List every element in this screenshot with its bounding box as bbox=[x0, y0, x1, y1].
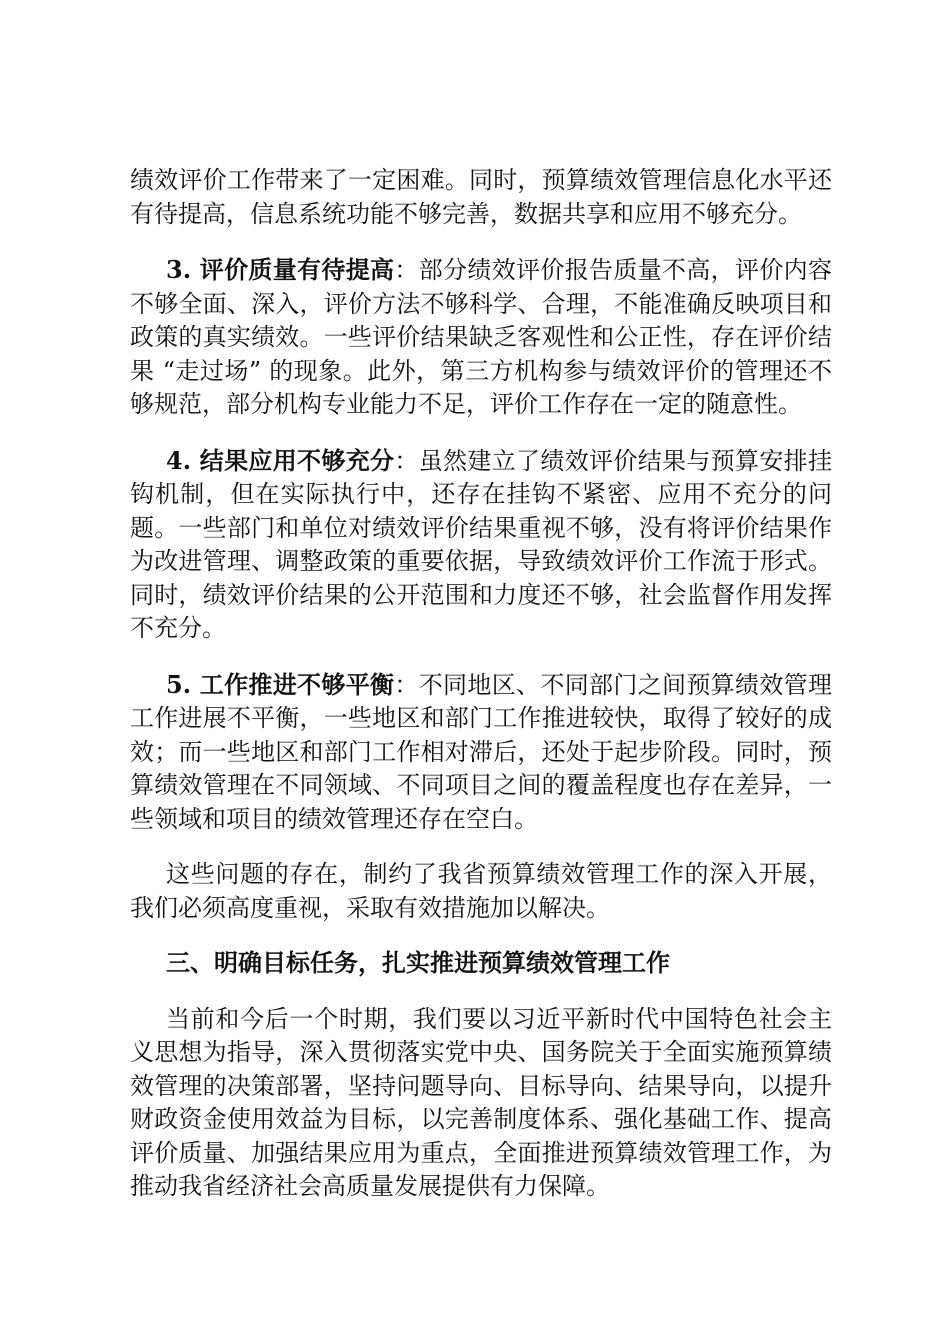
paragraph-text: 绩效评价工作带来了一定困难。同时，预算绩效管理信息化水平还有待提高，信息系统功能不够完善，数据共享和应用不够充分。 bbox=[130, 166, 832, 228]
paragraph-summary bbox=[130, 858, 832, 925]
paragraph-work-balance bbox=[130, 668, 832, 837]
paragraph-text: 当前和今后一个时期，我们要以习近平新时代中国特色社会主义思想为指导，深入贯彻落实党中央、国务院关于全面实施预算绩效管理的决策部署，坚持问题导向、目标导向、结果导向，以提升财政资金使用效益为目标，以完善制度体系、强化基础工作、提高评价质量、加强结果应用为重点，全面推进预算绩效管理工作，为推动我省经济社会高质量发展提供有力保障。 bbox=[130, 1004, 832, 1200]
document-page bbox=[130, 164, 832, 1226]
paragraph-lead: 5. 工作推进不够平衡 bbox=[166, 669, 395, 699]
paragraph-result-application bbox=[130, 444, 832, 646]
paragraph-text: 这些问题的存在，制约了我省预算绩效管理工作的深入开展，我们必须高度重视，采取有效措施加以解决。 bbox=[130, 860, 832, 922]
paragraph-text: ：虽然建立了绩效评价结果与预算安排挂钩机制，但在实际执行中，还存在挂钩不紧密、应用不充分的问题。一些部门和单位对绩效评价结果重视不够，没有将评价结果作为改进管理、调整政策的重要依据，导致绩效评价工作流于形式。同时，绩效评价结果的公开范围和力度还不够，社会监督作用发挥不充分。 bbox=[130, 446, 832, 642]
paragraph-continuation bbox=[130, 164, 832, 231]
paragraph-lead: 3. 评价质量有待提高 bbox=[166, 255, 395, 284]
paragraph-lead: 4. 结果应用不够充分 bbox=[166, 445, 395, 475]
section-heading: 三、明确目标任务，扎实推进预算绩效管理工作 bbox=[166, 949, 670, 977]
paragraph-text: ：部分绩效评价报告质量不高，评价内容不够全面、深入，评价方法不够科学、合理，不能准确反映项目和政策的真实绩效。一些评价结果缺乏客观性和公正性，存在评价结果 “走过场” 的现象。此外，第三方机构参与绩效评价的管理还不够规范，部分机构专业能力不足，评价工作存在一定的随意性。 bbox=[130, 256, 832, 418]
paragraph-evaluation-quality bbox=[130, 253, 832, 422]
paragraph-text: ：不同地区、不同部门之间预算绩效管理工作进展不平衡，一些地区和部门工作推进较快，取得了较好的成效；而一些地区和部门工作相对滞后，还处于起步阶段。同时，预算绩效管理在不同领域、不同项目之间的覆盖程度也存在差异，一些领域和项目的绩效管理还存在空白。 bbox=[130, 670, 832, 833]
paragraph-closing bbox=[130, 1003, 832, 1204]
